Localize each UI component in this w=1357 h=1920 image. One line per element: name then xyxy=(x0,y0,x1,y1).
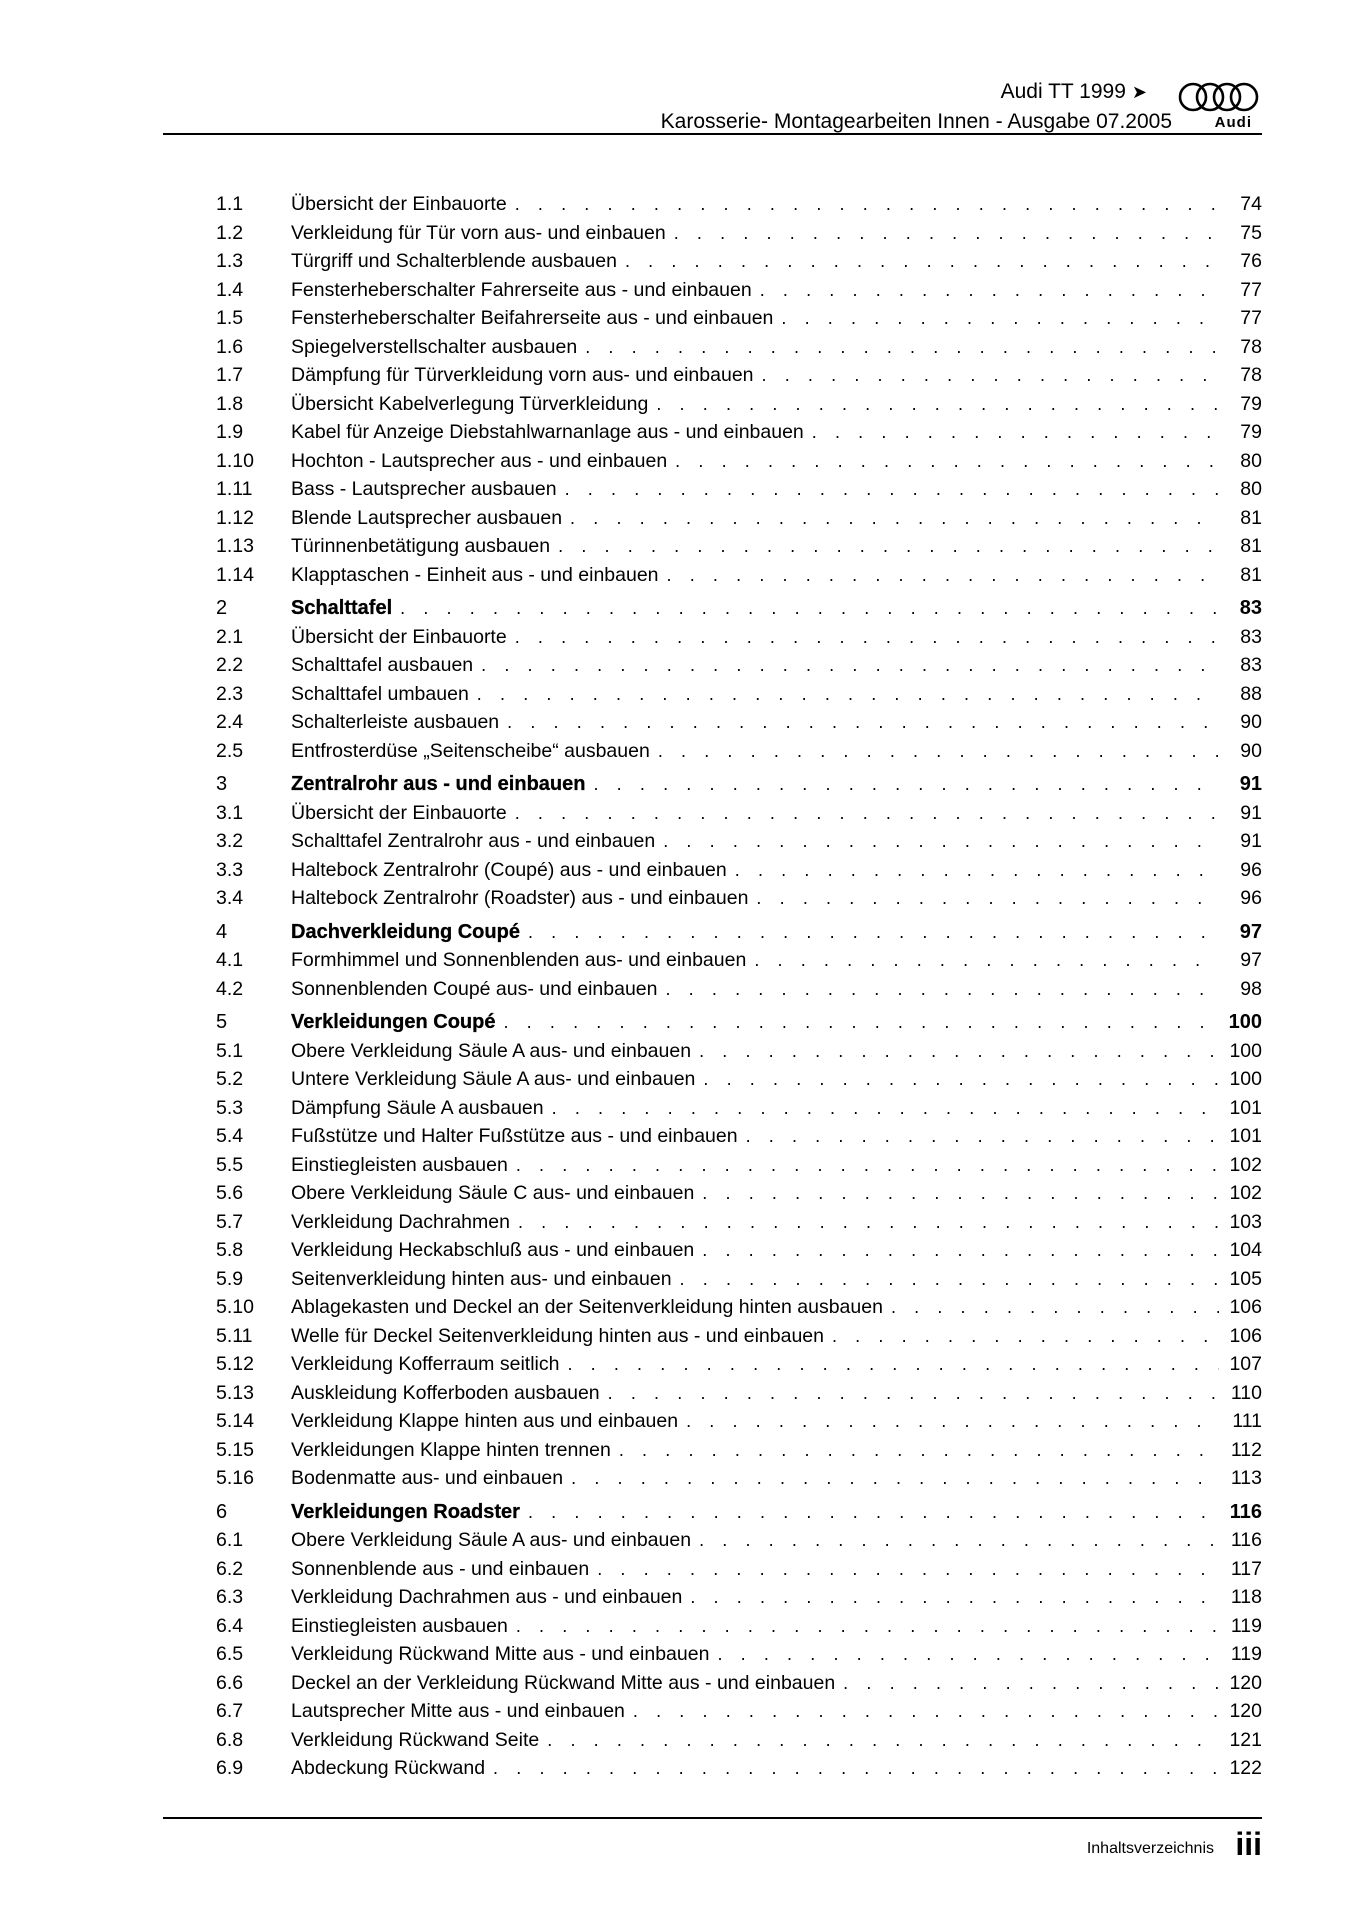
toc-entry-page: 116 xyxy=(1230,1529,1262,1551)
toc-chapter-entry[interactable] xyxy=(216,921,1262,950)
toc-dot-leader xyxy=(547,1730,1219,1751)
toc-entry[interactable] xyxy=(216,1154,1262,1183)
toc-entry-title: Fensterheberschalter Fahrerseite aus - und einbauen xyxy=(291,278,752,301)
toc-entry-title: Bass - Lautsprecher ausbauen xyxy=(291,478,557,500)
toc-entry-page: 116 xyxy=(1229,1500,1262,1523)
toc-entry-page: 91 xyxy=(1240,830,1262,852)
toc-entry-title: Abdeckung Rückwand xyxy=(291,1757,486,1779)
toc-dot-leader xyxy=(571,1468,1220,1489)
toc-entry-title: Verkleidung Dachrahmen xyxy=(291,1210,510,1233)
toc-entry-number: 5.16 xyxy=(216,1467,254,1489)
toc-entry[interactable] xyxy=(216,1325,1262,1354)
toc-entry-title: Klapptaschen - Einheit aus - und einbauen xyxy=(291,563,659,586)
toc-dot-leader xyxy=(477,684,1220,705)
toc-dot-leader xyxy=(656,394,1220,415)
toc-entry-number: 5.4 xyxy=(216,1125,244,1147)
toc-dot-leader xyxy=(516,1616,1220,1637)
toc-entry-page: 121 xyxy=(1229,1728,1262,1751)
toc-entry[interactable] xyxy=(216,1672,1262,1701)
toc-entry[interactable] xyxy=(216,654,1262,683)
toc-entry-page: 79 xyxy=(1240,392,1262,415)
toc-entry-title: Einstiegleisten ausbauen xyxy=(291,1614,508,1637)
toc-entry-number: 2.5 xyxy=(216,739,244,762)
toc-dot-leader xyxy=(558,536,1220,557)
toc-entry-title: Schalttafel xyxy=(291,597,393,619)
toc-entry-page: 76 xyxy=(1240,250,1262,272)
toc-entry-page: 120 xyxy=(1229,1671,1262,1694)
toc-dot-leader xyxy=(567,1354,1219,1375)
toc-entry[interactable] xyxy=(216,364,1262,393)
toc-entry[interactable] xyxy=(216,1615,1262,1644)
toc-entry-number: 6.7 xyxy=(216,1700,244,1722)
toc-entry-number: 3.2 xyxy=(216,830,244,852)
toc-entry-number: 5.8 xyxy=(216,1239,244,1261)
toc-entry-title: Haltebock Zentralrohr (Coupé) aus - und einbauen xyxy=(291,858,727,881)
toc-entry-page: 75 xyxy=(1240,221,1262,244)
toc-entry-title: Übersicht der Einbauorte xyxy=(291,193,507,215)
toc-entry-number: 6 xyxy=(216,1500,228,1523)
toc-entry[interactable] xyxy=(216,1353,1262,1382)
toc-entry-number: 5.14 xyxy=(216,1410,254,1432)
toc-entry-number: 1.4 xyxy=(216,278,244,301)
toc-entry-number: 1.13 xyxy=(216,535,254,557)
toc-entry-number: 3.4 xyxy=(216,887,244,909)
toc-entry-title: Schalttafel umbauen xyxy=(291,682,469,705)
footer-label: Inhaltsverzeichnis xyxy=(1086,1840,1214,1857)
toc-entry[interactable] xyxy=(216,1268,1262,1297)
toc-entry-title: Kabel für Anzeige Diebstahlwarnanlage aus - und einbauen xyxy=(291,421,804,443)
toc-entry-title: Spiegelverstellschalter ausbauen xyxy=(291,335,578,358)
toc-entry-title: Haltebock Zentralrohr (Roadster) aus - und einbauen xyxy=(291,887,749,909)
toc-dot-leader xyxy=(493,1758,1219,1779)
toc-entry-page: 106 xyxy=(1229,1324,1262,1347)
toc-entry[interactable] xyxy=(216,859,1262,888)
toc-dot-leader xyxy=(565,479,1220,500)
toc-entry[interactable] xyxy=(216,1558,1262,1587)
toc-entry-title: Zentralrohr aus - und einbauen xyxy=(291,773,586,795)
toc-entry-title: Verkleidung Kofferraum seitlich xyxy=(291,1353,560,1375)
toc-entry[interactable] xyxy=(216,1439,1262,1468)
toc-entry[interactable] xyxy=(216,683,1262,712)
toc-dot-leader xyxy=(686,1411,1220,1432)
toc-entry[interactable] xyxy=(216,1586,1262,1615)
toc-dot-leader xyxy=(762,365,1220,386)
toc-entry-number: 6.6 xyxy=(216,1671,244,1694)
toc-entry[interactable] xyxy=(216,1467,1262,1496)
toc-entry-page: 122 xyxy=(1229,1757,1262,1779)
toc-entry[interactable] xyxy=(216,626,1262,655)
toc-entry-title: Blende Lautsprecher ausbauen xyxy=(291,506,563,529)
toc-entry-page: 101 xyxy=(1229,1125,1262,1147)
toc-entry-number: 2.4 xyxy=(216,711,244,733)
toc-entry-title: Untere Verkleidung Säule A aus- und einbauen xyxy=(291,1068,696,1090)
toc-dot-leader xyxy=(528,922,1220,943)
toc-entry[interactable] xyxy=(216,564,1262,593)
toc-entry[interactable] xyxy=(216,740,1262,769)
toc-entry-page: 102 xyxy=(1229,1182,1262,1204)
toc-entry[interactable] xyxy=(216,711,1262,740)
toc-entry-title: Dachverkleidung Coupé xyxy=(291,920,520,943)
toc-entry-page: 91 xyxy=(1240,801,1262,824)
toc-entry[interactable] xyxy=(216,193,1262,222)
toc-entry-page: 97 xyxy=(1239,920,1262,943)
toc-entry-number: 4.2 xyxy=(216,977,244,1000)
header-subtitle: Karosserie- Montagearbeiten Innen - Ausgabe 07.2005 xyxy=(660,110,1172,133)
toc-dot-leader xyxy=(781,308,1220,329)
toc-entry[interactable] xyxy=(216,802,1262,831)
toc-dot-leader xyxy=(812,422,1220,443)
toc-entry-number: 5 xyxy=(216,1011,228,1033)
toc-entry-title: Obere Verkleidung Säule C aus- und einbauen xyxy=(291,1182,695,1204)
toc-entry-page: 119 xyxy=(1230,1614,1262,1637)
toc-entry[interactable] xyxy=(216,535,1262,564)
toc-dot-leader xyxy=(680,1269,1220,1290)
toc-entry[interactable] xyxy=(216,250,1262,279)
footer-divider xyxy=(163,1817,1262,1819)
toc-entry-page: 102 xyxy=(1229,1153,1262,1176)
toc-dot-leader xyxy=(507,712,1220,733)
toc-entry-number: 5.2 xyxy=(216,1068,244,1090)
toc-entry-title: Obere Verkleidung Säule A aus- und einbauen xyxy=(291,1529,692,1551)
toc-dot-leader xyxy=(891,1297,1220,1318)
toc-dot-leader xyxy=(481,655,1220,676)
toc-entry-title: Formhimmel und Sonnenblenden aus- und einbauen xyxy=(291,949,747,971)
toc-entry-page: 96 xyxy=(1240,858,1262,881)
toc-entry-number: 6.9 xyxy=(216,1757,244,1779)
toc-entry-page: 81 xyxy=(1240,563,1262,586)
toc-entry-page: 90 xyxy=(1240,711,1262,733)
toc-entry-title: Übersicht Kabelverlegung Türverkleidung xyxy=(291,392,649,415)
toc-entry-number: 6.1 xyxy=(216,1529,244,1551)
toc-entry-number: 1.14 xyxy=(216,563,254,586)
toc-entry-title: Verkleidungen Klappe hinten trennen xyxy=(291,1438,611,1461)
toc-dot-leader xyxy=(633,1701,1220,1722)
toc-chapter-entry[interactable] xyxy=(216,773,1262,802)
toc-entry-title: Ablagekasten und Deckel an der Seitenverkleidung hinten ausbauen xyxy=(291,1296,883,1318)
toc-entry-page: 111 xyxy=(1232,1410,1262,1432)
toc-entry-page: 100 xyxy=(1229,1068,1262,1090)
toc-entry-title: Auskleidung Kofferboden ausbauen xyxy=(291,1381,600,1404)
toc-entry-page: 117 xyxy=(1230,1557,1262,1580)
toc-entry-number: 5.15 xyxy=(216,1438,254,1461)
toc-entry-title: Dämpfung für Türverkleidung vorn aus- und einbauen xyxy=(291,364,754,386)
toc-entry-page: 78 xyxy=(1240,364,1262,386)
toc-dot-leader xyxy=(843,1673,1219,1694)
toc-entry-number: 6.8 xyxy=(216,1728,244,1751)
toc-entry-title: Verkleidungen Roadster xyxy=(291,1500,520,1523)
toc-entry-title: Sonnenblende aus - und einbauen xyxy=(291,1557,590,1580)
toc-entry-number: 5.9 xyxy=(216,1267,244,1290)
toc-entry-number: 4.1 xyxy=(216,949,244,971)
toc-entry-page: 119 xyxy=(1230,1643,1262,1665)
toc-entry-title: Verkleidung Heckabschluß aus - und einbauen xyxy=(291,1239,695,1261)
toc-chapter-entry[interactable] xyxy=(216,597,1262,626)
toc-entry-number: 3.3 xyxy=(216,858,244,881)
toc-chapter-entry[interactable] xyxy=(216,1501,1262,1530)
toc-dot-leader xyxy=(625,251,1220,272)
toc-dot-leader xyxy=(516,1155,1220,1176)
toc-dot-leader xyxy=(593,774,1220,795)
toc-entry-title: Verkleidung Rückwand Mitte aus - und einbauen xyxy=(291,1643,710,1665)
toc-entry-number: 2.3 xyxy=(216,682,244,705)
toc-entry-page: 91 xyxy=(1239,773,1262,795)
toc-entry-title: Schalttafel Zentralrohr aus - und einbauen xyxy=(291,830,656,852)
toc-entry-number: 6.4 xyxy=(216,1614,244,1637)
toc-entry-number: 3 xyxy=(216,773,228,795)
toc-entry-title: Verkleidung Rückwand Seite xyxy=(291,1728,540,1751)
toc-dot-leader xyxy=(675,451,1220,472)
toc-dot-leader xyxy=(702,1183,1219,1204)
toc-entry-page: 96 xyxy=(1240,887,1262,909)
toc-dot-leader xyxy=(518,1212,1219,1233)
toc-entry-number: 3.1 xyxy=(216,801,244,824)
toc-entry-number: 4 xyxy=(216,920,228,943)
toc-entry[interactable] xyxy=(216,1382,1262,1411)
toc-entry-title: Verkleidung für Tür vorn aus- und einbauen xyxy=(291,221,666,244)
toc-entry[interactable] xyxy=(216,450,1262,479)
toc-entry-number: 5.1 xyxy=(216,1039,244,1062)
toc-entry[interactable] xyxy=(216,1040,1262,1069)
toc-dot-leader xyxy=(667,565,1220,586)
toc-entry[interactable] xyxy=(216,1643,1262,1672)
toc-entry-number: 1.5 xyxy=(216,307,244,329)
toc-entry-page: 100 xyxy=(1229,1039,1262,1062)
toc-entry-page: 103 xyxy=(1229,1210,1262,1233)
toc-entry-page: 112 xyxy=(1230,1438,1262,1461)
toc-dot-leader xyxy=(703,1069,1219,1090)
toc-entry-title: Welle für Deckel Seitenverkleidung hinten aus - und einbauen xyxy=(291,1324,824,1347)
toc-entry[interactable] xyxy=(216,1239,1262,1268)
toc-dot-leader xyxy=(832,1326,1219,1347)
toc-dot-leader xyxy=(665,979,1220,1000)
toc-dot-leader xyxy=(658,741,1220,762)
toc-dot-leader xyxy=(400,598,1220,619)
toc-entry-page: 78 xyxy=(1240,335,1262,358)
toc-dot-leader xyxy=(754,950,1220,971)
toc-entry-page: 106 xyxy=(1229,1296,1262,1318)
toc-dot-leader xyxy=(735,860,1220,881)
toc-entry[interactable] xyxy=(216,1125,1262,1154)
toc-entry-number: 1.9 xyxy=(216,421,244,443)
toc-dot-leader xyxy=(503,1012,1218,1033)
toc-entry-page: 104 xyxy=(1229,1239,1262,1261)
toc-dot-leader xyxy=(552,1098,1220,1119)
toc-entry-page: 118 xyxy=(1230,1586,1262,1608)
toc-entry-number: 1.11 xyxy=(216,478,253,500)
toc-entry-title: Hochton - Lautsprecher aus - und einbauen xyxy=(291,449,668,472)
arrow-icon: ➤ xyxy=(1131,82,1147,102)
toc-entry-title: Übersicht der Einbauorte xyxy=(291,625,507,648)
toc-entry-page: 120 xyxy=(1229,1700,1262,1722)
toc-entry-title: Bodenmatte aus- und einbauen xyxy=(291,1467,564,1489)
toc-entry-title: Dämpfung Säule A ausbauen xyxy=(291,1096,544,1119)
toc-entry-number: 5.12 xyxy=(216,1353,254,1375)
header-title: Audi TT 1999 xyxy=(1000,80,1126,103)
toc-entry-number: 6.5 xyxy=(216,1643,244,1665)
toc-entry-number: 6.2 xyxy=(216,1557,244,1580)
toc-entry[interactable] xyxy=(216,887,1262,916)
toc-entry-number: 1.6 xyxy=(216,335,244,358)
toc-dot-leader xyxy=(608,1383,1220,1404)
toc-entry[interactable] xyxy=(216,507,1262,536)
toc-dot-leader xyxy=(702,1240,1219,1261)
toc-entry-page: 77 xyxy=(1240,307,1262,329)
toc-entry-page: 107 xyxy=(1229,1353,1262,1375)
toc-entry-number: 1.10 xyxy=(216,449,254,472)
toc-entry-page: 97 xyxy=(1240,949,1262,971)
toc-entry-page: 83 xyxy=(1240,654,1262,676)
toc-entry-number: 1.7 xyxy=(216,364,244,386)
toc-entry[interactable] xyxy=(216,1097,1262,1126)
toc-dot-leader xyxy=(756,888,1220,909)
toc-dot-leader xyxy=(585,337,1220,358)
toc-dot-leader xyxy=(699,1530,1220,1551)
toc-entry-number: 5.13 xyxy=(216,1381,254,1404)
toc-entry-title: Einstiegleisten ausbauen xyxy=(291,1153,508,1176)
toc-dot-leader xyxy=(699,1041,1219,1062)
toc-entry-number: 5.5 xyxy=(216,1153,244,1176)
toc-entry[interactable] xyxy=(216,1729,1262,1758)
toc-entry-number: 1.2 xyxy=(216,221,244,244)
toc-entry-title: Verkleidung Dachrahmen aus - und einbauen xyxy=(291,1586,683,1608)
toc-entry[interactable] xyxy=(216,1529,1262,1558)
toc-entry[interactable] xyxy=(216,307,1262,336)
toc-entry[interactable] xyxy=(216,1182,1262,1211)
toc-dot-leader xyxy=(746,1126,1220,1147)
toc-entry-title: Fußstütze und Halter Fußstütze aus - und einbauen xyxy=(291,1125,738,1147)
toc-dot-leader xyxy=(760,280,1220,301)
toc-entry-page: 98 xyxy=(1240,977,1262,1000)
toc-entry[interactable] xyxy=(216,830,1262,859)
footer-page-number: iii xyxy=(1235,1826,1262,1862)
toc-entry-page: 100 xyxy=(1228,1011,1262,1033)
toc-entry[interactable] xyxy=(216,1757,1262,1786)
toc-entry-number: 1.12 xyxy=(216,506,254,529)
toc-entry-page: 105 xyxy=(1229,1267,1262,1290)
toc-dot-leader xyxy=(515,627,1220,648)
toc-entry[interactable] xyxy=(216,1211,1262,1240)
audi-logo-text: Audi xyxy=(1214,114,1252,131)
page-header xyxy=(163,74,1262,134)
toc-entry[interactable] xyxy=(216,478,1262,507)
toc-entry[interactable] xyxy=(216,336,1262,365)
toc-entry[interactable] xyxy=(216,1410,1262,1439)
toc-dot-leader xyxy=(717,1644,1220,1665)
toc-entry-page: 88 xyxy=(1240,682,1262,705)
toc-entry-title: Fensterheberschalter Beifahrerseite aus - und einbauen xyxy=(291,307,774,329)
toc-entry-number: 1.8 xyxy=(216,392,244,415)
toc-dot-leader xyxy=(619,1440,1220,1461)
toc-dot-leader xyxy=(663,831,1220,852)
toc-entry-number: 5.3 xyxy=(216,1096,244,1119)
toc-entry-page: 83 xyxy=(1240,625,1262,648)
toc-entry-title: Übersicht der Einbauorte xyxy=(291,801,507,824)
toc-dot-leader xyxy=(528,1502,1220,1523)
toc-entry-title: Deckel an der Verkleidung Rückwand Mitte aus - und einbauen xyxy=(291,1671,836,1694)
toc-dot-leader xyxy=(570,508,1220,529)
toc-entry[interactable] xyxy=(216,222,1262,251)
toc-entry-number: 2.2 xyxy=(216,654,244,676)
toc-entry-page: 79 xyxy=(1240,421,1262,443)
toc-entry-title: Schalterleiste ausbauen xyxy=(291,711,500,733)
toc-entry-title: Verkleidung Klappe hinten aus und einbauen xyxy=(291,1410,679,1432)
toc-entry-number: 5.11 xyxy=(216,1324,253,1347)
toc-entry-number: 1.3 xyxy=(216,250,244,272)
toc-entry[interactable] xyxy=(216,978,1262,1007)
toc-entry[interactable] xyxy=(216,1700,1262,1729)
toc-entry-page: 77 xyxy=(1240,278,1262,301)
toc-entry-page: 80 xyxy=(1240,449,1262,472)
toc-entry[interactable] xyxy=(216,421,1262,450)
toc-dot-leader xyxy=(597,1559,1220,1580)
toc-entry-title: Entfrosterdüse „Seitenscheibe“ ausbauen xyxy=(291,739,650,762)
toc-entry-title: Lautsprecher Mitte aus - und einbauen xyxy=(291,1700,625,1722)
toc-entry-title: Obere Verkleidung Säule A aus- und einbauen xyxy=(291,1039,692,1062)
toc-entry-page: 113 xyxy=(1230,1467,1262,1489)
toc-entry-page: 90 xyxy=(1240,739,1262,762)
toc-entry-page: 110 xyxy=(1230,1381,1262,1404)
toc-entry-title: Seitenverkleidung hinten aus- und einbauen xyxy=(291,1267,672,1290)
toc-entry-number: 5.7 xyxy=(216,1210,244,1233)
toc-entry-number: 5.10 xyxy=(216,1296,254,1318)
toc-entry-page: 81 xyxy=(1240,506,1262,529)
toc-entry-title: Sonnenblenden Coupé aus- und einbauen xyxy=(291,977,658,1000)
toc-entry[interactable] xyxy=(216,393,1262,422)
toc-dot-leader xyxy=(674,223,1220,244)
toc-entry-number: 6.3 xyxy=(216,1586,244,1608)
toc-entry-number: 5.6 xyxy=(216,1182,244,1204)
toc-entry-page: 80 xyxy=(1240,478,1262,500)
header-divider xyxy=(163,133,1262,135)
table-of-contents xyxy=(216,193,1262,1786)
toc-entry-title: Türinnenbetätigung ausbauen xyxy=(291,535,551,557)
toc-entry[interactable] xyxy=(216,1068,1262,1097)
toc-entry-number: 2 xyxy=(216,597,228,619)
toc-entry-page: 101 xyxy=(1229,1096,1262,1119)
toc-entry-page: 83 xyxy=(1239,597,1262,619)
toc-entry[interactable] xyxy=(216,279,1262,308)
toc-entry-page: 74 xyxy=(1240,193,1262,215)
toc-dot-leader xyxy=(515,803,1220,824)
toc-dot-leader xyxy=(515,194,1220,215)
toc-entry-title: Verkleidungen Coupé xyxy=(291,1011,496,1033)
toc-entry-title: Türgriff und Schalterblende ausbauen xyxy=(291,250,617,272)
toc-entry[interactable] xyxy=(216,1296,1262,1325)
toc-entry-page: 81 xyxy=(1240,535,1262,557)
toc-entry-title: Schalttafel ausbauen xyxy=(291,654,474,676)
toc-dot-leader xyxy=(690,1587,1220,1608)
toc-entry[interactable] xyxy=(216,949,1262,978)
toc-chapter-entry[interactable] xyxy=(216,1011,1262,1040)
toc-entry-number: 1.1 xyxy=(216,193,244,215)
toc-entry-number: 2.1 xyxy=(216,625,244,648)
header-title-line xyxy=(1001,80,1147,104)
